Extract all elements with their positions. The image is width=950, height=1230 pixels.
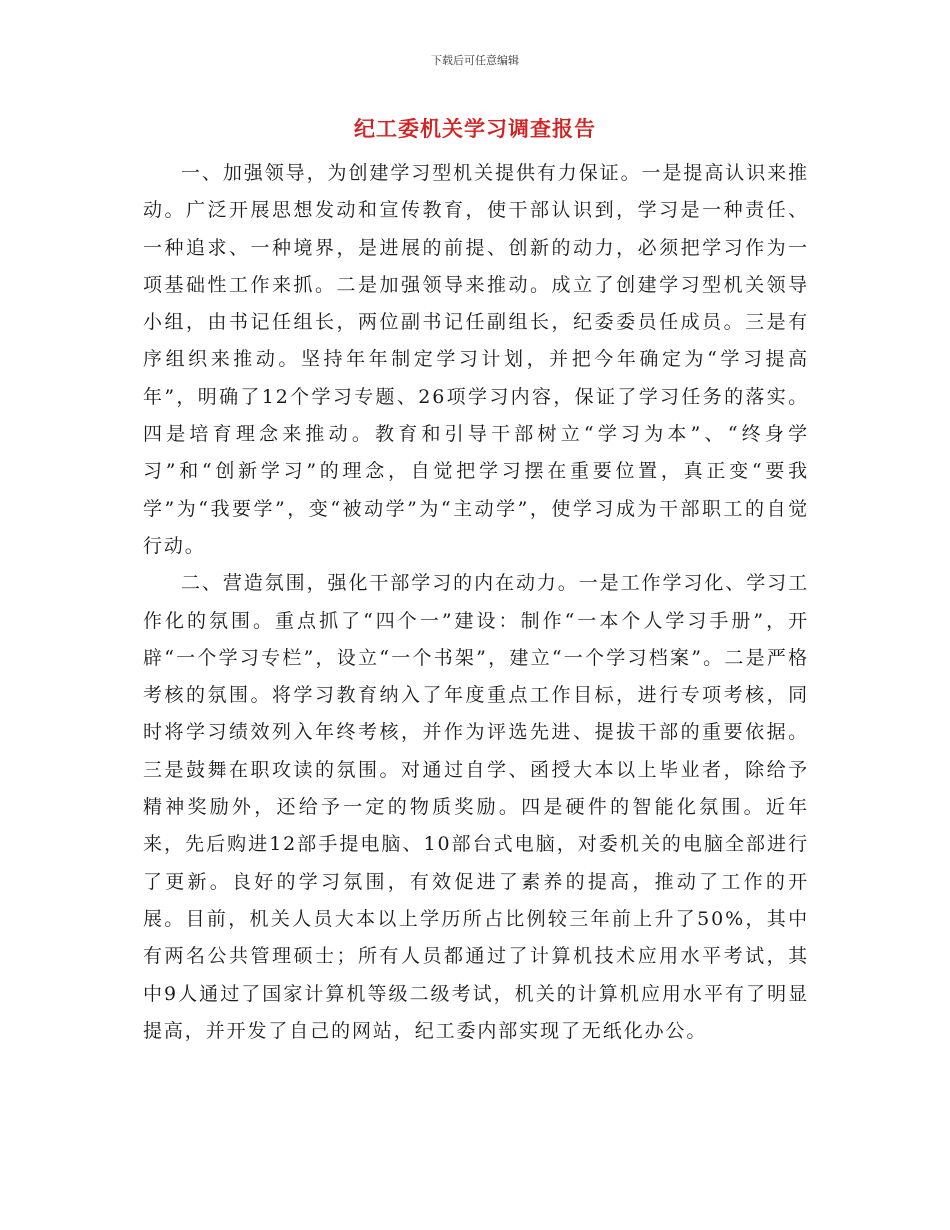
document-title: 纪工委机关学习调查报告: [354, 116, 596, 141]
paragraph-1: 一、加强领导，为创建学习型机关提供有力保证。一是提高认识来推动。广泛开展思想发动和宣传教育，使干部认识到，学习是一种责任、一种追求、一种境界，是进展的前提、创新的动力，必须把学习作为一项基础性工作来抓。二是加强领导来推动。成立了创建学习型机关领导小组，由书记任组长，两位副书记任副组长，纪委委员任成员。三是有序组织来推动。坚持年年制定学习计划，并把今年确定为“学习提高年”，明确了12个学习专题、26项学习内容，保证了学习任务的落实。四是培育理念来推动。教育和引导干部树立“学习为本”、“终身学习”和“创新学习”的理念，自觉把学习摆在重要位置，真正变“要我学”为“我要学”，变“被动学”为“主动学”，使学习成为干部职工的自觉行动。: [143, 162, 809, 557]
page-header-note: 下载后可任意编辑: [431, 54, 519, 67]
document-body: [143, 155, 809, 1050]
paragraph-2: 二、营造氛围，强化干部学习的内在动力。一是工作学习化、学习工作化的氛围。重点抓了“四个一”建设：制作“一本个人学习手册”，开辟“一个学习专栏”，设立“一个书架”，建立“一个学习档案”。二是严格考核的氛围。将学习教育纳入了年度重点工作目标，进行专项考核，同时将学习绩效列入年终考核，并作为评选先进、提拔干部的重要依据。三是鼓舞在职攻读的氛围。对通过自学、函授大本以上毕业者，除给予精神奖励外，还给予一定的物质奖励。四是硬件的智能化氛围。近年来，先后购进12部手提电脑、10部台式电脑，对委机关的电脑全部进行了更新。良好的学习氛围，有效促进了素养的提高，推动了工作的开展。目前，机关人员大本以上学历所占比例较三年前上升了50%，其中有两名公共管理硕士；所有人员都通过了计算机技术应用水平考试，其中9人通过了国家计算机等级二级考试，机关的计算机应用水平有了明显提高，并开发了自己的网站，纪工委内部实现了无纸化办公。: [143, 572, 809, 1042]
